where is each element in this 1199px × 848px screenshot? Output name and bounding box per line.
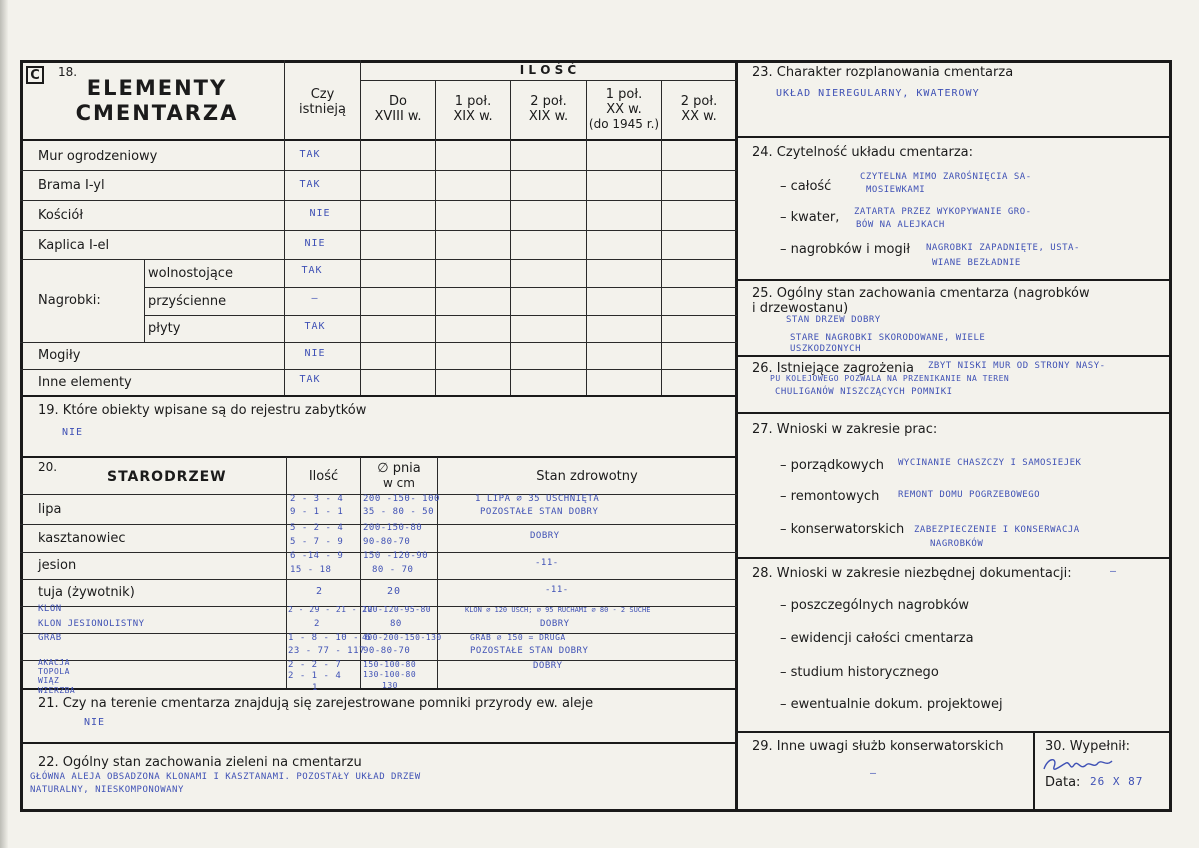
tree-qty[interactable]: 23 - 77 - 117	[288, 646, 365, 656]
s24-answer[interactable]: WIANE BEZŁADNIE	[932, 258, 1021, 268]
nagrobki-exists-value[interactable]: —	[311, 293, 319, 304]
tree-name-handwritten[interactable]: TOPOLA	[38, 667, 70, 676]
tree-health[interactable]: GRAB ∅ 150 = DRUGA	[470, 633, 566, 642]
nagrobki-type-label: wolnostojące	[148, 266, 233, 281]
s18-row-line	[20, 369, 737, 370]
s25-answer[interactable]: STARE NAGROBKI SKORODOWANE, WIELE	[790, 333, 986, 343]
s27-label: 27. Wnioski w zakresie prac:	[752, 422, 938, 437]
date-label: Data:	[1045, 775, 1081, 790]
period-header: XX w.	[681, 109, 717, 124]
tree-name-handwritten[interactable]: KLON	[38, 604, 62, 614]
s18-col-line	[661, 80, 662, 396]
s18-row-line	[144, 287, 737, 288]
s21-answer[interactable]: NIE	[84, 717, 106, 728]
tree-name-handwritten[interactable]: WIERZBA	[38, 686, 76, 695]
s18-title-line2: CMENTARZA	[75, 101, 239, 125]
s26-answer[interactable]: ZBYT NISKI MUR OD STRONY NASY-	[928, 361, 1106, 371]
tree-diameter[interactable]: 150-100-80	[363, 660, 417, 669]
section-letter-box: C	[26, 66, 44, 84]
tree-qty[interactable]: 9 - 1 - 1	[290, 507, 344, 517]
s20-row-line	[20, 579, 737, 580]
tree-qty[interactable]: 2	[314, 619, 320, 629]
s18-row-line	[20, 230, 737, 231]
tree-qty[interactable]: 1	[312, 683, 318, 693]
col-diameter-unit: w cm	[383, 476, 415, 490]
tree-health[interactable]: -11-	[545, 585, 569, 595]
tree-diameter[interactable]: 400-200-150-130	[362, 633, 442, 642]
s20-number: 20.	[38, 460, 58, 474]
tree-health[interactable]: 1 LIPA ∅ 35 USCHNIĘTA	[475, 494, 600, 504]
s29-label: 29. Inne uwagi służb konserwatorskich	[752, 739, 1004, 754]
s28-top	[736, 557, 1172, 559]
tree-qty[interactable]: 5 - 7 - 9	[290, 537, 344, 547]
s18-header-bottom	[20, 139, 737, 141]
tree-qty[interactable]: 2	[316, 586, 324, 597]
s18-number: 18.	[58, 65, 78, 79]
tree-name: tuja (żywotnik)	[38, 585, 135, 600]
s28-item: – ewidencji całości cmentarza	[780, 631, 974, 646]
s27-answer[interactable]: NAGROBKÓW	[930, 539, 984, 549]
s24-answer[interactable]: ZATARTA PRZEZ WYKOPYWANIE GRO-	[854, 207, 1032, 217]
s26-label: 26. Istniejące zagrożenia	[752, 361, 914, 376]
nagrobki-type-label: płyty	[148, 321, 181, 336]
s27-item-label: – konserwatorskich	[780, 522, 905, 537]
s18-row-line	[20, 170, 737, 171]
s20-top	[20, 456, 737, 458]
s27-answer[interactable]: REMONT DOMU POGRZEBOWEGO	[898, 490, 1041, 500]
element-exists-value[interactable]: TAK	[299, 374, 321, 385]
s27-top	[736, 412, 1172, 414]
s29-top	[736, 731, 1172, 733]
period-header: XIX w.	[528, 109, 569, 124]
s27-answer[interactable]: ZABEZPIECZENIE I KONSERWACJA	[914, 525, 1080, 535]
s25-top	[736, 279, 1172, 281]
nagrobki-exists-value[interactable]: TAK	[301, 265, 323, 276]
element-label: Kościół	[38, 208, 84, 223]
s18-row-line	[20, 200, 737, 201]
tree-diameter[interactable]: 90-80-70	[363, 537, 411, 547]
s28-item: – ewentualnie dokum. projektowej	[780, 697, 1003, 712]
col-exists-line1: Czy	[310, 87, 335, 102]
tree-diameter[interactable]: 150 -120-90	[363, 551, 429, 561]
element-exists-value[interactable]: TAK	[299, 149, 321, 160]
col-diameter-header: ∅ pnia	[377, 461, 421, 476]
period-header: Do	[389, 94, 407, 109]
s24-item-label: – całość	[780, 179, 832, 194]
s24-answer[interactable]: NAGROBKI ZAPADNIĘTE, USTA-	[926, 243, 1080, 253]
s18-col-line	[510, 80, 511, 396]
column-divider	[735, 60, 738, 812]
tree-qty[interactable]: 5 - 2 - 4	[290, 523, 344, 533]
tree-diameter[interactable]: 130-100-80	[363, 670, 417, 679]
period-header: (do 1945 r.)	[588, 117, 660, 131]
element-exists-value[interactable]: NIE	[309, 208, 331, 219]
tree-name: kasztanowiec	[38, 531, 126, 546]
tree-diameter[interactable]: 20	[387, 586, 402, 597]
ilosc-underline	[360, 80, 737, 81]
s24-answer[interactable]: MOSIEWKAMI	[866, 185, 926, 195]
period-header: 2 poł.	[680, 94, 718, 109]
s18-title-line1: ELEMENTY	[86, 76, 228, 100]
signature-mark	[1040, 755, 1120, 777]
element-label: Mogiły	[38, 348, 81, 363]
tree-diameter[interactable]: 130	[382, 681, 398, 690]
s26-top	[736, 355, 1172, 357]
tree-diameter[interactable]: 35 - 80 - 50	[363, 507, 435, 517]
s19-label: 19. Które obiekty wpisane są do rejestru zabytków	[38, 403, 367, 418]
period-header: 1 poł.	[454, 94, 492, 109]
period-header: XIX w.	[453, 109, 493, 124]
s22-label: 22. Ogólny stan zachowania zieleni na cmentarzu	[38, 755, 362, 770]
element-exists-value[interactable]: NIE	[304, 238, 326, 249]
period-header: XX w.	[606, 102, 642, 117]
period-header: 1 poł.	[605, 87, 643, 102]
tree-qty[interactable]: 2 - 29 - 21 - 12	[288, 605, 374, 614]
s19-answer[interactable]: NIE	[62, 427, 84, 438]
tree-qty[interactable]: 2 - 1 - 4	[288, 671, 342, 681]
s29-answer[interactable]: —	[870, 768, 878, 779]
tree-diameter[interactable]: 80 - 70	[372, 565, 414, 575]
s20-col-line	[437, 457, 438, 689]
element-exists-value[interactable]: TAK	[299, 179, 321, 190]
col-exists-line2: istnieją	[299, 102, 346, 117]
ilosc-header: I L O Ś Ć	[519, 63, 577, 77]
s24-label: 24. Czytelność układu cmentarza:	[752, 145, 974, 160]
element-exists-value[interactable]: NIE	[304, 348, 326, 359]
s24-answer[interactable]: BÓW NA ALEJKACH	[856, 220, 945, 230]
element-label: Inne elementy	[38, 375, 132, 390]
nagrobki-divider	[144, 259, 145, 342]
s24-item-label: – kwater,	[780, 210, 840, 225]
s28-item: – poszczególnych nagrobków	[780, 598, 970, 613]
s22-top	[20, 742, 737, 744]
element-label: Kaplica I-el	[38, 238, 110, 253]
tree-name-handwritten[interactable]: GRAB	[38, 633, 62, 643]
s23-label: 23. Charakter rozplanowania cmentarza	[752, 65, 1014, 80]
tree-diameter[interactable]: 200-120-95-80	[362, 605, 432, 614]
s24-top	[736, 136, 1172, 138]
tree-diameter[interactable]: 90-80-70	[363, 646, 411, 656]
tree-name-handwritten[interactable]: KLON JESIONOLISTNY	[38, 619, 145, 629]
element-label: Mur ogrodzeniowy	[38, 149, 158, 164]
period-header: 2 poł.	[530, 94, 567, 109]
s20-title: STARODRZEW	[107, 469, 227, 485]
tree-qty[interactable]: 2 - 2 - 7	[288, 660, 342, 670]
s25-label-cont: i drzewostanu)	[752, 301, 849, 316]
date-value[interactable]: 26 X 87	[1090, 775, 1144, 788]
s22-answer[interactable]: GŁÓWNA ALEJA OBSADZONA KLONAMI I KASZTANAMI. POZOSTAŁY UKŁAD DRZEW	[30, 772, 421, 782]
s21-label: 21. Czy na terenie cmentarza znajdują się zarejestrowane pomniki przyrody ew. aleje	[38, 696, 594, 711]
col-qty-header: Ilość	[308, 469, 339, 484]
tree-diameter[interactable]: 200-150-80	[363, 523, 423, 533]
s25-label: 25. Ogólny stan zachowania cmentarza (nagrobków	[752, 286, 1090, 301]
s28-label: 28. Wnioski w zakresie niezbędnej dokumentacji:	[752, 566, 1072, 581]
s18-row-line	[20, 259, 737, 260]
nagrobki-label: Nagrobki:	[38, 293, 101, 308]
card-edge-shadow	[0, 0, 8, 848]
tree-name: jesion	[38, 558, 77, 573]
s25-answer[interactable]: STAN DRZEW DOBRY	[786, 315, 881, 325]
tree-qty[interactable]: 2 - 3 - 4	[290, 494, 344, 504]
s20-col-line	[286, 457, 287, 689]
s28-answer[interactable]: —	[1110, 566, 1118, 577]
tree-qty[interactable]: 6 -14 - 9	[290, 551, 344, 561]
tree-qty[interactable]: 1 - 8 - 10 - 6	[288, 633, 371, 643]
s26-answer[interactable]: CHULIGANÓW NISZCZĄCYCH POMNIKI	[775, 387, 953, 397]
s23-answer[interactable]: UKŁAD NIEREGULARNY, KWATEROWY	[776, 88, 980, 99]
tree-qty[interactable]: 15 - 18	[290, 565, 332, 575]
tree-name-handwritten[interactable]: AKACJA	[38, 658, 70, 667]
nagrobki-exists-value[interactable]: TAK	[304, 321, 326, 332]
s22-answer[interactable]: NATURALNY, NIESKOMPONOWANY	[30, 785, 184, 795]
tree-health[interactable]: -11-	[535, 558, 559, 568]
s26-answer[interactable]: PU KOLEJOWEGO POZWALA NA PRZENIKANIE NA TEREN	[770, 374, 1010, 383]
s18-row-line	[144, 315, 737, 316]
s18-row-line	[20, 342, 737, 343]
s19-top	[20, 395, 737, 397]
tree-diameter[interactable]: 200 -150- 100	[363, 494, 440, 504]
tree-diameter[interactable]: 80	[390, 619, 402, 629]
period-header: XVIII w.	[374, 109, 422, 124]
tree-health[interactable]: DOBRY	[533, 661, 563, 671]
s28-item: – studium historycznego	[780, 665, 939, 680]
col-health-header: Stan zdrowotny	[536, 469, 638, 484]
s27-item-label: – remontowych	[780, 489, 880, 504]
tree-health[interactable]: POZOSTAŁE STAN DOBRY	[470, 646, 589, 656]
element-label: Brama I-yl	[38, 178, 105, 193]
s27-item-label: – porządkowych	[780, 458, 884, 473]
s25-answer[interactable]: USZKODZONYCH	[790, 344, 862, 354]
s27-answer[interactable]: WYCINANIE CHASZCZY I SAMOSIEJEK	[898, 458, 1082, 468]
tree-health[interactable]: DOBRY	[540, 619, 570, 629]
s30-divider	[1033, 732, 1035, 812]
s18-col-line	[435, 80, 436, 396]
s30-label: 30. Wypełnił:	[1045, 739, 1130, 754]
tree-health[interactable]: KLON ∅ 120 USCH; ∅ 95 RUCHAMI ∅ 80 - 2 SUCHE	[465, 606, 651, 614]
tree-health[interactable]: DOBRY	[530, 531, 560, 541]
s21-top	[20, 688, 737, 690]
tree-name: lipa	[38, 502, 62, 517]
s24-answer[interactable]: CZYTELNA MIMO ZAROŚNIĘCIA SA-	[860, 172, 1032, 182]
tree-health[interactable]: POZOSTAŁE STAN DOBRY	[480, 507, 599, 517]
tree-name-handwritten[interactable]: WIĄZ	[38, 676, 60, 685]
s24-item-label: – nagrobków i mogił	[780, 242, 911, 257]
nagrobki-type-label: przyścienne	[148, 294, 227, 309]
